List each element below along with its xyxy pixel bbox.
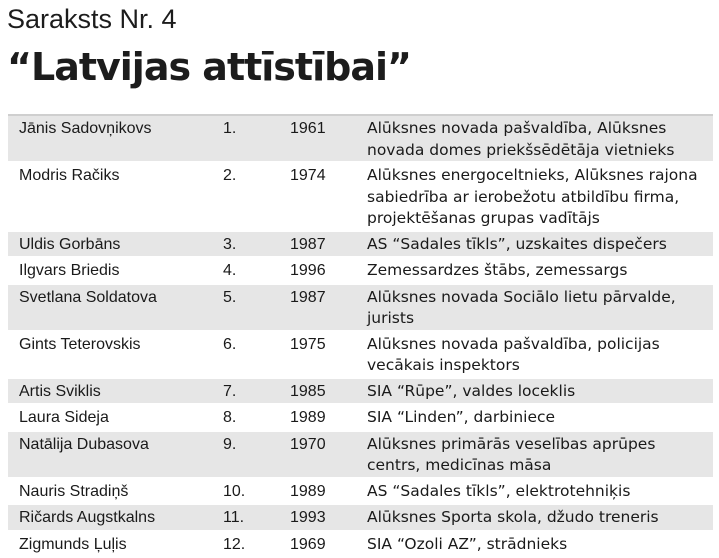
- candidate-occupation: AS “Sadales tīkls”, elektrotehniķis: [367, 479, 713, 504]
- candidate-number: 6.: [223, 332, 290, 377]
- candidate-number: 7.: [223, 379, 290, 404]
- table-row: [8, 405, 713, 432]
- list-title: “Latvijas attīstībai”: [7, 40, 411, 94]
- candidate-number: 9.: [223, 432, 290, 477]
- candidate-occupation: Alūksnes novada pašvaldība, policijas vecākais inspektors: [367, 332, 713, 377]
- table-row: [8, 379, 713, 406]
- candidate-occupation: SIA “Rūpe”, valdes loceklis: [367, 379, 713, 404]
- candidate-birth-year: 1987: [290, 285, 367, 330]
- candidate-name: Natālija Dubasova: [8, 432, 223, 477]
- candidate-name: Ilgvars Briedis: [8, 258, 223, 283]
- table-row: [8, 432, 713, 479]
- candidate-birth-year: 1993: [290, 505, 367, 530]
- table-row: [8, 505, 713, 532]
- candidate-name: Uldis Gorbāns: [8, 232, 223, 257]
- candidate-table: [8, 114, 713, 558]
- table-row: [8, 532, 713, 558]
- table-row: [8, 285, 713, 332]
- candidate-birth-year: 1974: [290, 163, 367, 230]
- candidate-occupation: Alūksnes novada pašvaldība, Alūksnes novada domes priekšsēdētāja vietnieks: [367, 116, 713, 161]
- table-row: [8, 116, 713, 163]
- table-row: [8, 258, 713, 285]
- candidate-name: Laura Sideja: [8, 405, 223, 430]
- candidate-name: Jānis Sadovņikovs: [8, 116, 223, 161]
- candidate-name: Artis Sviklis: [8, 379, 223, 404]
- candidate-occupation: AS “Sadales tīkls”, uzskaites dispečers: [367, 232, 713, 257]
- candidate-name: Ričards Augstkalns: [8, 505, 223, 530]
- table-row: [8, 332, 713, 379]
- candidate-occupation: SIA “Linden”, darbiniece: [367, 405, 713, 430]
- candidate-number: 2.: [223, 163, 290, 230]
- candidate-birth-year: 1970: [290, 432, 367, 477]
- candidate-number: 8.: [223, 405, 290, 430]
- candidate-number: 10.: [223, 479, 290, 504]
- candidate-occupation: Alūksnes energoceltnieks, Alūksnes rajona sabiedrība ar ierobežotu atbildību firma, projektēšanas grupas vadītājs: [367, 163, 713, 230]
- candidate-name: Modris Račiks: [8, 163, 223, 230]
- candidate-birth-year: 1989: [290, 479, 367, 504]
- candidate-occupation: Alūksnes primārās veselības aprūpes centrs, medicīnas māsa: [367, 432, 713, 477]
- candidate-birth-year: 1961: [290, 116, 367, 161]
- candidate-name: Nauris Stradiņš: [8, 479, 223, 504]
- candidate-birth-year: 1989: [290, 405, 367, 430]
- list-number-heading: Saraksts Nr. 4: [7, 2, 177, 36]
- candidate-birth-year: 1987: [290, 232, 367, 257]
- table-row: [8, 163, 713, 232]
- table-row: [8, 232, 713, 259]
- candidate-number: 12.: [223, 532, 290, 557]
- candidate-number: 4.: [223, 258, 290, 283]
- candidate-number: 1.: [223, 116, 290, 161]
- candidate-name: Gints Teterovskis: [8, 332, 223, 377]
- candidate-occupation: Alūksnes novada Sociālo lietu pārvalde, jurists: [367, 285, 713, 330]
- candidate-birth-year: 1996: [290, 258, 367, 283]
- candidate-name: Svetlana Soldatova: [8, 285, 223, 330]
- candidate-name: Zigmunds Ļuļis: [8, 532, 223, 557]
- candidate-number: 3.: [223, 232, 290, 257]
- candidate-birth-year: 1969: [290, 532, 367, 557]
- candidate-number: 11.: [223, 505, 290, 530]
- candidate-birth-year: 1975: [290, 332, 367, 377]
- table-row: [8, 479, 713, 506]
- candidate-occupation: Zemessardzes štābs, zemessargs: [367, 258, 713, 283]
- candidate-birth-year: 1985: [290, 379, 367, 404]
- candidate-occupation: SIA “Ozoli AZ”, strādnieks: [367, 532, 713, 557]
- candidate-number: 5.: [223, 285, 290, 330]
- candidate-occupation: Alūksnes Sporta skola, džudo treneris: [367, 505, 713, 530]
